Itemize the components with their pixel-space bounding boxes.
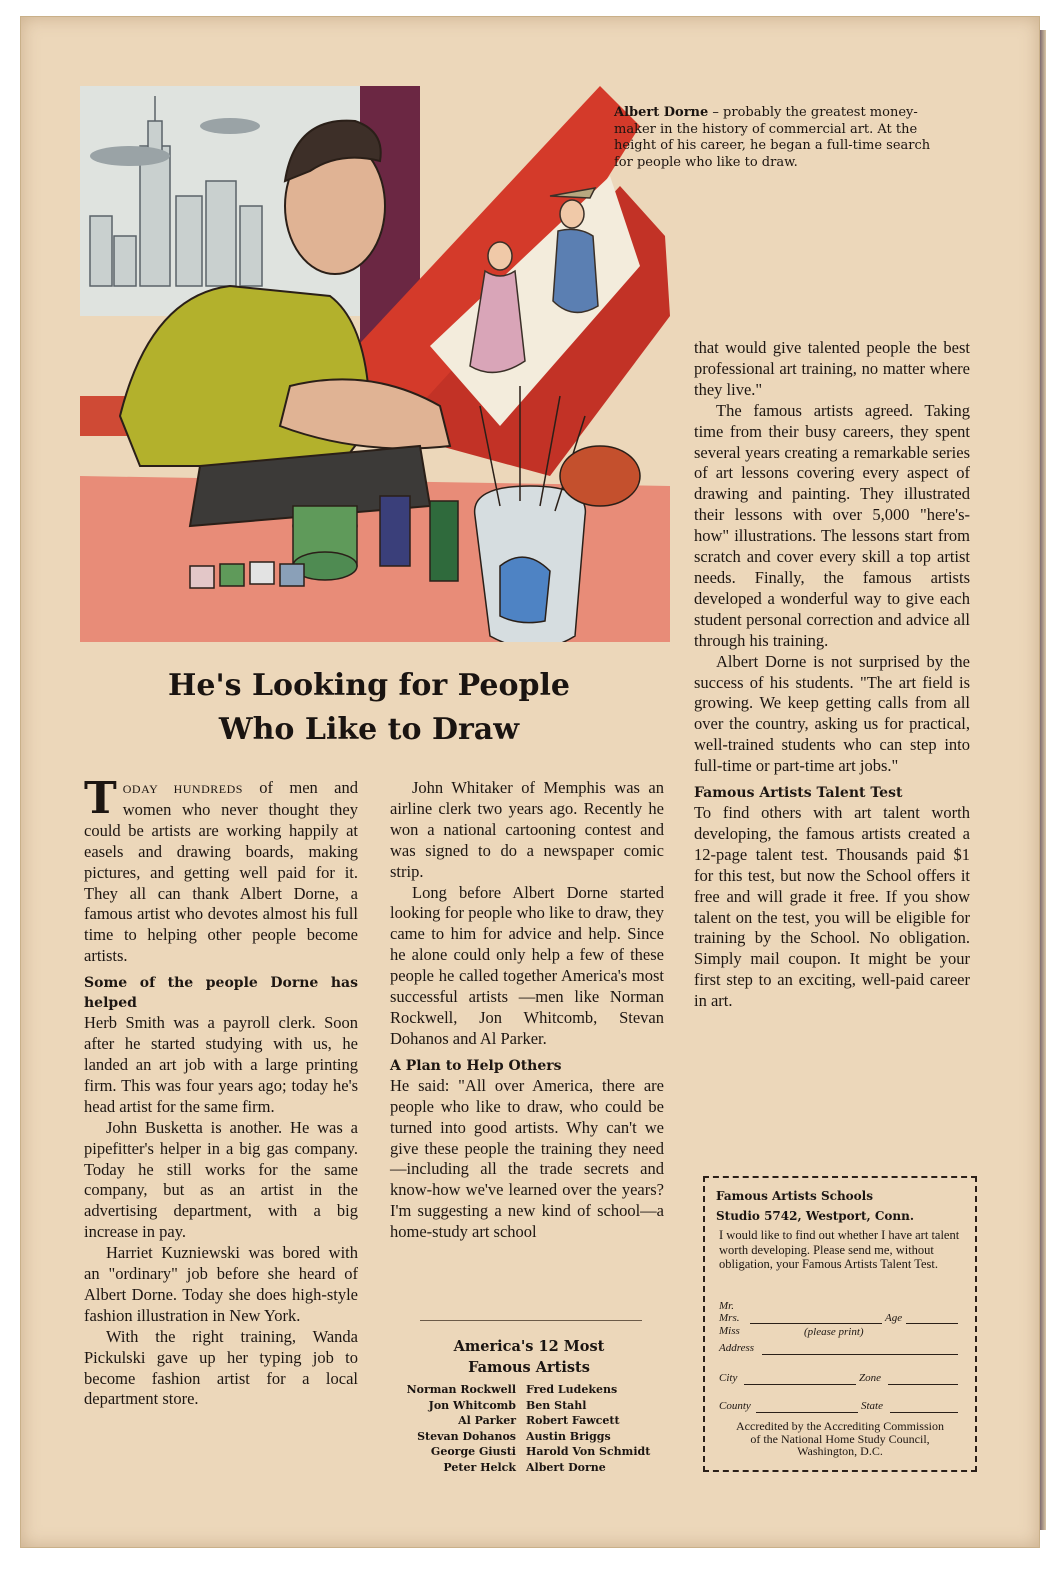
field-label-state: State xyxy=(861,1400,883,1412)
drop-cap: T xyxy=(84,773,117,824)
illustration-caption xyxy=(614,105,944,171)
artist-name: George Giusti xyxy=(430,1445,516,1459)
paragraph-artists-agreed: The famous artists agreed. Taking time from their busy careers, they spent several years creating a remarkable series of art lessons covering every aspect of drawing and painting. They illustrated their lessons with over 5,000 "here's-how" illustrations. The lessons start from scratch and cover every skill a top artist needs. Finally, the famous artists developed a wonderful way to give each student personal correction and advice all through his training. xyxy=(694,400,970,650)
artist-name: Fred Ludekens xyxy=(526,1383,618,1396)
headline-line-2: Who Like to Draw xyxy=(218,712,520,747)
field-note-please-print: (please print) xyxy=(804,1326,864,1338)
field-label-mr: Mr. xyxy=(719,1300,734,1312)
headline-line-1: He's Looking for People xyxy=(168,668,570,703)
artist-name: Harold Von Schmidt xyxy=(526,1445,651,1459)
artist-name: Robert Fawcett xyxy=(526,1414,620,1428)
artist-name: Albert Dorne xyxy=(526,1460,606,1474)
paragraph-talent-test: To find others with art talent worth developing, the famous artists created a 12-page talent test. Thousands paid $1 for this test, but now the School offers it free and will grade it free. If you show talent on the test, you will be eligible for training by the School. No obligation. Simply mail coupon. It might be your first step to an exciting, well-paid career in art. xyxy=(694,803,970,1011)
artists-list-title-line-1: America's 12 Most xyxy=(453,1338,605,1355)
artist-name: Norman Rockwell xyxy=(406,1383,516,1396)
paragraph-he-said: He said: "All over America, there are people who like to draw, who could be turned into good artists. Why can't we give these people the training they need—including all the trade secrets and know-how we've learned over the years? I'm suggesting a new kind of school—a home-study art school xyxy=(390,1075,664,1242)
article-column-2 xyxy=(390,778,664,1243)
artists-names-left xyxy=(388,1382,516,1476)
paragraph-herb-smith: Herb Smith was a payroll clerk. Soon after he started studying with us, he landed an art job with a large printing firm. This was four years ago; today he's head artist for the same firm. xyxy=(84,1013,358,1116)
intro-text: of men and women who never thought they could be artists are working happily at easels and drawing boards, making pictures, and getting well paid for it. They all can thank Albert Dorne, a famous artist who devotes almost his full time to helping other people become artists. xyxy=(84,778,358,966)
paragraph-john-whitaker: John Whitaker of Memphis was an airline clerk two years ago. Recently he won a national cartooning contest and was signed to do a newspaper comic strip. xyxy=(390,778,664,881)
field-label-age: Age xyxy=(885,1312,903,1324)
article-column-3 xyxy=(694,338,970,1012)
paragraph-john-busketta: John Busketta is another. He was a pipefitter's helper in a big gas company. Today he still works for the same company, but as an artist in the advertising department, with a big increase in pay. xyxy=(84,1117,358,1242)
paragraph-continuation: that would give talented people the best professional art training, no matter where they live." xyxy=(694,338,970,399)
field-label-city: City xyxy=(719,1372,738,1384)
caption-name: Albert Dorne xyxy=(614,105,709,120)
field-label-miss: Miss xyxy=(719,1325,740,1337)
divider-rule xyxy=(420,1320,642,1321)
artists-list-title-line-2: Famous Artists xyxy=(468,1359,590,1376)
artist-name: Jon Whitcomb xyxy=(428,1398,516,1412)
field-label-mrs: Mrs. xyxy=(719,1312,740,1324)
name-field[interactable] xyxy=(750,1323,882,1324)
city-field[interactable] xyxy=(744,1384,856,1385)
subheading-talent-test: Famous Artists Talent Test xyxy=(694,785,903,802)
artist-name: Peter Helck xyxy=(443,1460,516,1474)
age-field[interactable] xyxy=(906,1323,958,1324)
field-label-address: Address xyxy=(719,1342,755,1354)
article-column-1 xyxy=(84,773,358,1410)
coupon-header xyxy=(716,1186,966,1226)
coupon-school-name: Famous Artists Schools xyxy=(716,1189,873,1203)
subheading-people-helped: Some of the people Dorne has helped xyxy=(84,975,358,1012)
field-label-zone: Zone xyxy=(859,1372,881,1384)
artist-name: Al Parker xyxy=(458,1414,516,1428)
accreditation-note: Accredited by the Accrediting Commission of the National Home Study Council, Washington, D.C. xyxy=(736,1419,944,1458)
subheading-plan: A Plan to Help Others xyxy=(390,1057,562,1074)
artists-names-right xyxy=(526,1382,676,1476)
artist-illustration xyxy=(80,86,670,642)
field-label-county: County xyxy=(719,1400,751,1412)
paragraph-long-before: Long before Albert Dorne started looking for people who like to draw, they came to him for advice and help. Since he alone could only help a few of these people he called together America's most successful artists —men like Norman Rockwell, Jon Whitcomb, Stevan Dohanos and Al Parker. xyxy=(390,882,664,1048)
address-field[interactable] xyxy=(762,1354,958,1355)
paragraph-wanda-pickulski: With the right training, Wanda Pickulski gave up her typing job to become fashion artist for a local department store. xyxy=(84,1326,358,1409)
state-field[interactable] xyxy=(890,1412,958,1413)
caption-text: – probably the greatest money-maker in the history of commercial art. At the height of his career, he began a full-time search for people who like to draw. xyxy=(614,105,931,170)
intro-paragraph xyxy=(84,773,358,967)
paragraph-harriet-kuzniewski: Harriet Kuzniewski was bored with an "ordinary" job before she heard of Albert Dorne. Today she does high-style fashion illustration in New York. xyxy=(84,1243,358,1325)
artist-name: Stevan Dohanos xyxy=(417,1429,516,1443)
zone-field[interactable] xyxy=(888,1384,958,1385)
coupon-address: Studio 5742, Westport, Conn. xyxy=(716,1209,915,1223)
intro-smallcaps: ODAY HUNDREDS xyxy=(122,782,243,796)
artist-name: Ben Stahl xyxy=(526,1398,587,1412)
artists-list-title xyxy=(400,1336,658,1378)
paragraph-not-surprised: Albert Dorne is not surprised by the success of his students. "The art field is growing. We keep getting calls from all over the country, asking us for practical, well-trained students who can step into full-time or part-time art jobs." xyxy=(694,651,970,776)
artist-name: Austin Briggs xyxy=(526,1429,611,1443)
county-field[interactable] xyxy=(756,1412,858,1413)
headline xyxy=(80,664,658,752)
coupon-request-text: I would like to find out whether I have art talent worth developing. Please send me, without obligation, your Famous Artists Talent Test. xyxy=(719,1228,960,1271)
